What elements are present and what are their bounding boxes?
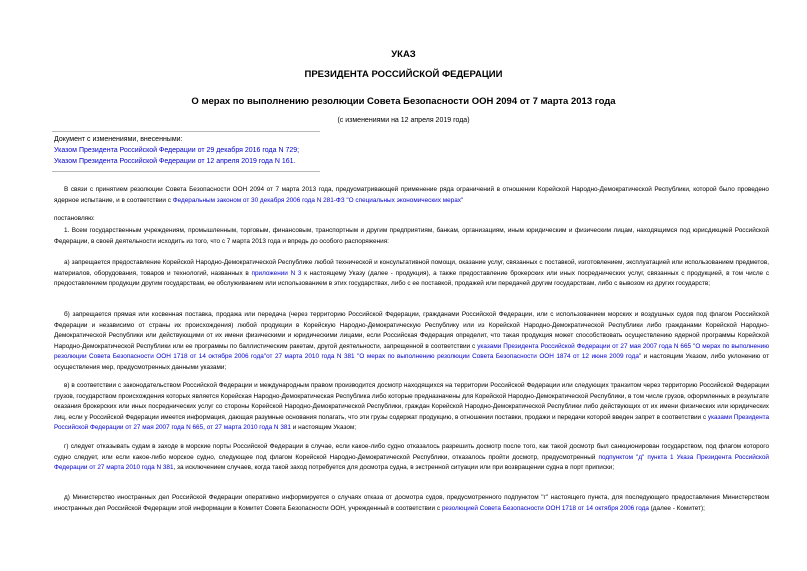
amendment-link-1-text[interactable]: Указом Президента Российской Федерации от 29 декабря 2016 года N 729; [54,147,300,154]
subparagraph-a [54,258,769,290]
subparagraph-d-text-2: (далее - Комитет); [648,504,705,512]
amendment-link-2-text[interactable]: Указом Президента Российской Федерации от 12 апреля 2019 года N 161. [54,158,296,165]
subparagraph-a-text-1: а) запрещается предоставление Корейской Народно-Демократической Республике любой технической и консультативной помощи, оказание услуг, связанных с поставкой, изготовлением, эксплуатацией или использованием предметов, материалов, оборудования, товаров и технологий, названных в [54,259,769,277]
divider-top [52,131,320,132]
subparagraph-d [54,493,769,514]
subparagraph-a-text-2: к настоящему Указу (далее - продукция), а также предоставление брокерских или иных посреднических услуг, связанных с продукцией, в том числе с предоставлением продукции другим государствам, ее обслуживанием или использованием в этих государствах, либо с ее поставкой, продажей или передачей другим государствам, либо с вывозом из других государств; [54,269,770,288]
decree-381-link-2[interactable]: от 27 марта 2010 года N 381 [206,424,291,432]
resolution-1718-link[interactable]: резолюцией Совета Безопасности ООН 1718 от 14 октября 2006 года [441,504,649,512]
decree-665-link-2[interactable]: указами Президента Российской Федерации от 27 мая 2007 года N 665 [54,413,770,432]
subparagraph-g [54,442,769,474]
decree-word: постановляю: [54,215,95,222]
subparagraph-g-text-1: г) следует отказывать судам в заходе в морские порты Российской Федерации в случае, если какое-либо судно отказалось разрешить досмотр после того, как такой досмотр был санкционирован государством, под флагом которого судно следует, или если какое-либо морское судно, следующее под флагом Корейской Народно-Демократической Республики, отказалось пройти досмотр, предусмотренный [54,443,769,461]
doc-type-title: УКАЗ [391,49,416,60]
federal-law-link[interactable]: Федеральным законом от 30 декабря 2006 года N 281-ФЗ "О специальных экономических мерах" [172,196,464,204]
preamble-paragraph [54,185,769,206]
subparagraph-b [54,310,769,374]
subparagraph-v-text-1: в) в соответствии с законодательством Российской Федерации и международным правом производится досмотр находящихся на территории Российской Федерации или следующих транзитом через территорию Российской Федерации грузов, государством происхождения которых является Корейская Народно-Демократическая Республика либо которые предназначены для Корейской Народно-Демократической Республики, в том числе грузов, оформленных в результате оказания брокерских или иных посреднических услуг со стороны Корейской Народно-Демократической Республики, граждан Корейской Народно-Демократической Республики либо действующих от их имени физических или юридических лиц, если у Российской Федерации имеется информация, дающая разумные основания полагать, что эти грузы содержат продукцию, в отношении поставки, продажи и передачи которой введен запрет в соответствии с [54,382,769,421]
amendment-link-1[interactable] [54,147,299,154]
subparagraph-g-text-2: , за исключением случаев, когда такой заход потребуется для досмотра судна, в экстренной ситуации или при возвращении судна в порт приписки; [173,464,615,472]
subparagraph-v-text-2: и настоящим Указом; [291,424,357,432]
subparagraph-v-separator: , [203,424,207,432]
divider-bottom [52,171,320,172]
revision-note: (с изменениями на 12 апреля 2019 года) [337,117,470,124]
decree-381-subpoint-link[interactable]: подпунктом "д" пункта 1 Указа Президента Российской Федерации от 27 марта 2010 года N 381 [54,453,769,472]
subparagraph-b-text-1: б) запрещается прямая или косвенная поставка, продажа или передача (через территорию Российской Федерации, гражданами Российской Федерации, или с использованием морских и воздушных судов под флагом Российской Федерации и независимо от страны их происхождения) любой продукции в Корейскую Народно-Демократическую Республику или из Корейской Народно-Демократической Республики либо гражданами Корейской Народно-Демократической Республики или действующими от их имени физическими и юридическими лицами, если Российская Федерация определит, что такая продукция может способствовать осуществлению ядерной программы Корейской Народно-Демократической Республики или ее программы по баллистическим ракетам, другой деятельности, запрещенной в соответствии с [54,311,769,350]
appendix-3-link[interactable]: приложении N 3 [251,269,302,277]
subparagraph-v [54,381,769,434]
paragraph-1: 1. Всем государственным учреждениям, промышленным, торговым, финансовым, транспортным и другим предприятиям, банкам, организациям, иным юридическим и физическим лицам, находящимся под юрисдикцией Российской Федерации, в своей деятельности исходить из того, что с 7 марта 2013 года и впредь до особого распоряжения: [54,227,769,245]
issuer-title: ПРЕЗИДЕНТА РОССИЙСКОЙ ФЕДЕРАЦИИ [304,69,503,80]
subparagraph-b-text-2: и настоящим Указом, либо уклонению от осуществления мер, предусмотренных данными указами; [54,353,769,371]
preamble-text: В связи с принятием резолюции Совета Безопасности ООН 2094 от 7 марта 2013 года, предусматривающей применение ряда ограничений в отношении Корейской Народно-Демократической Республики, которой было проведено ядерное испытание, и в соответствии с [54,186,769,204]
decree-381-link[interactable]: от 27 марта 2010 года N 381 "О мерах по выполнению резолюции Совета Безопасности ООН 1874 от 12 июня 2009 года" [266,353,642,361]
amendments-intro: Документ с изменениями, внесенными: [54,136,183,143]
subparagraph-d-text-1: д) Министерство иностранных дел Российской Федерации оперативно информируется о случаях отказа от досмотра судов, предусмотренного подпунктом "г" настоящего пункта, для последующего предоставления Министерством иностранных дел Российской Федерации этой информации в Комитет Совета Безопасности ООН, учрежденный в соответствии с [54,494,769,512]
decree-665-link[interactable]: указами Президента Российской Федерации от 27 мая 2007 года N 665 "О мерах по выполнению резолюции Совета Безопасности ООН 1718 от 14 октября 2006 года" [54,342,769,361]
doc-subject: О мерах по выполнению резолюции Совета Безопасности ООН 2094 от 7 марта 2013 года [191,96,616,107]
amendment-link-2[interactable] [54,158,295,165]
